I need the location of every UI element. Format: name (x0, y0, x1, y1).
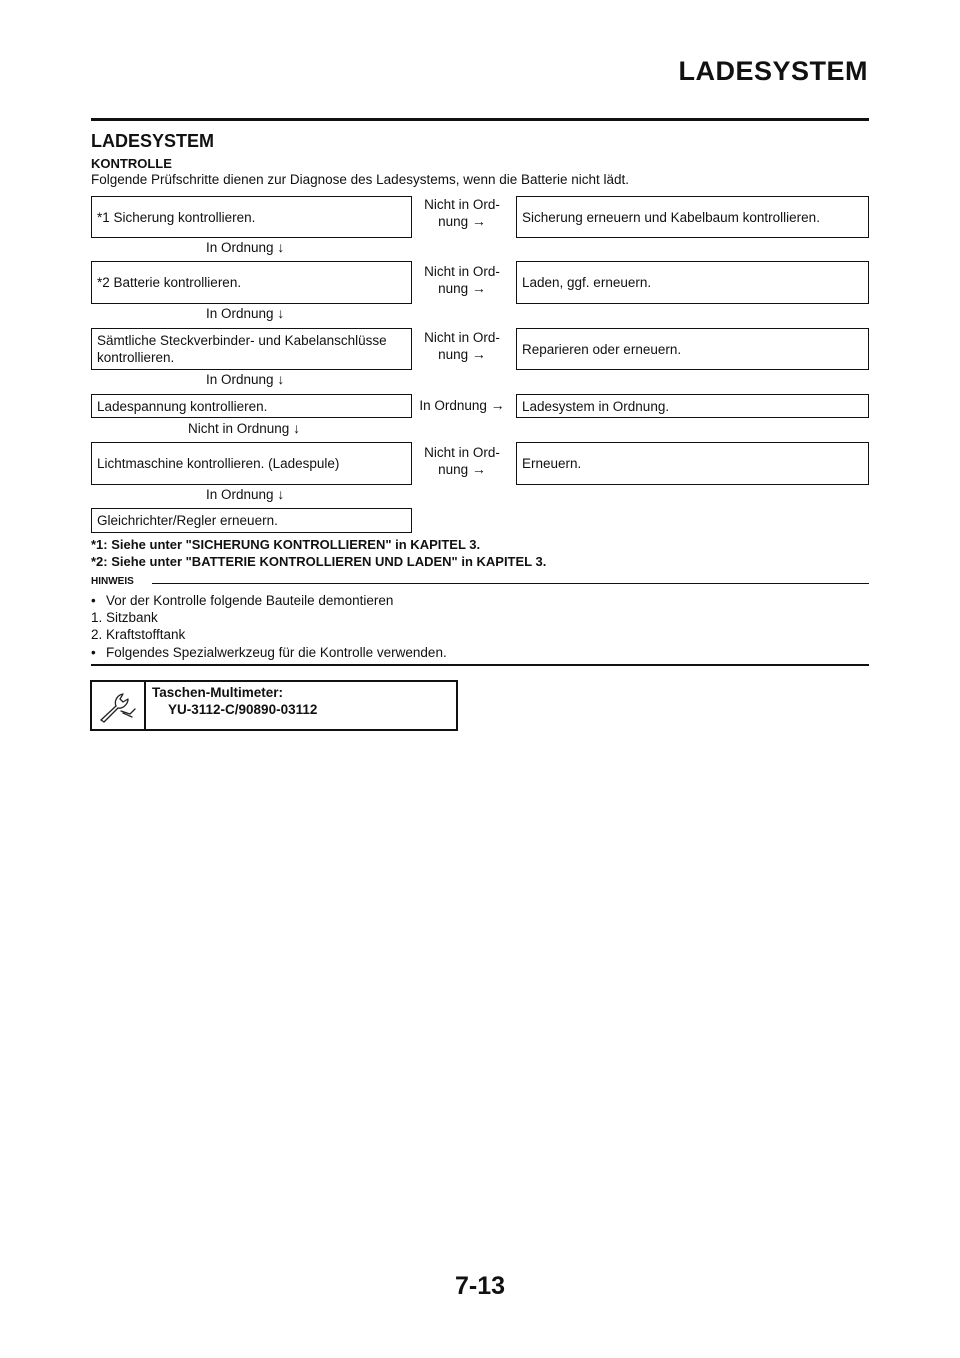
flow-next-label (206, 239, 284, 256)
flow-branch-line1: Nicht in Ord- (424, 330, 500, 345)
flow-branch-word: nung (438, 281, 469, 296)
flow-check-box: *2 Batterie kontrollieren. (91, 261, 412, 304)
flow-next-text: In Ordnung (206, 372, 274, 387)
hinweis-end-divider (91, 664, 869, 666)
flow-next-text: In Ordnung (206, 240, 274, 255)
flow-next-label (206, 486, 284, 503)
flow-next-text: In Ordnung (206, 487, 274, 502)
note-text: Vor der Kontrolle folgende Bauteile demontieren (106, 593, 394, 608)
flow-next-text: Nicht in Ordnung (188, 421, 290, 436)
flow-result-box: Ladesystem in Ordnung. (516, 394, 869, 418)
flow-next-label (206, 371, 284, 388)
down-arrow-icon: ↓ (277, 239, 285, 255)
flow-result-box: Sicherung erneuern und Kabelbaum kontrollieren. (516, 196, 869, 238)
subheading: KONTROLLE (91, 156, 172, 171)
flow-check-box: *1 Sicherung kontrollieren. (91, 196, 412, 238)
footnote: *2: Siehe unter "BATTERIE KONTROLLIEREN UND LADEN" in KAPITEL 3. (91, 554, 547, 569)
flow-result-box: Laden, ggf. erneuern. (516, 261, 869, 304)
flow-result-box: Reparieren oder erneuern. (516, 328, 869, 370)
note-item (91, 593, 393, 608)
wrench-tool-icon (92, 682, 144, 729)
flow-branch-label (410, 196, 514, 230)
tool-name: Taschen-Multimeter: (152, 685, 284, 700)
note-text: Kraftstofftank (106, 627, 186, 642)
flow-next-text: In Ordnung (206, 306, 274, 321)
flow-branch-line2 (410, 346, 514, 363)
flow-check-box: Ladespannung kontrollieren. (91, 394, 412, 418)
flow-next-label (206, 305, 284, 322)
tool-part-number: YU-3112-C/90890-03112 (168, 702, 318, 717)
down-arrow-icon: ↓ (277, 486, 285, 502)
header-divider (91, 118, 869, 121)
hinweis-label: HINWEIS (91, 576, 134, 587)
flow-branch-line2 (410, 213, 514, 230)
flow-branch-word: In Ordnung (419, 398, 487, 413)
flow-branch-word: nung (438, 462, 469, 477)
flow-check-box: Sämtliche Steckverbinder- und Kabelanschlüsse kontrollieren. (91, 328, 412, 370)
right-arrow-icon: → (471, 213, 486, 229)
note-marker: 1. (91, 610, 103, 625)
intro-text: Folgende Prüfschritte dienen zur Diagnose des Ladesystems, wenn die Batterie nicht lädt. (91, 172, 630, 187)
note-marker: 2. (91, 627, 103, 642)
note-text: Folgendes Spezialwerkzeug für die Kontrolle verwenden. (106, 645, 447, 660)
flow-branch-label (410, 263, 514, 297)
right-arrow-icon: → (471, 280, 486, 296)
note-text: Sitzbank (106, 610, 158, 625)
down-arrow-icon: ↓ (293, 420, 301, 436)
right-arrow-icon: → (471, 461, 486, 477)
hinweis-divider (152, 583, 869, 584)
flow-next-label (188, 420, 300, 437)
note-marker: • (91, 593, 96, 608)
flow-branch-word: nung (438, 347, 469, 362)
flow-branch-word: nung (438, 214, 469, 229)
flow-branch-line2 (410, 461, 514, 478)
flow-branch-label (410, 329, 514, 363)
flow-branch-line1: Nicht in Ord- (424, 445, 500, 460)
flow-branch-label (410, 444, 514, 478)
flow-branch-label (410, 397, 514, 414)
note-item (91, 645, 447, 660)
flow-result-box: Erneuern. (516, 442, 869, 485)
down-arrow-icon: ↓ (277, 371, 285, 387)
note-item (91, 610, 158, 625)
tool-icon-cell (92, 682, 146, 729)
section-title: LADESYSTEM (91, 131, 215, 151)
right-arrow-icon: → (471, 346, 486, 362)
right-arrow-icon: → (490, 397, 505, 413)
page-header-title: LADESYSTEM (678, 56, 868, 86)
flow-branch-line2 (410, 280, 514, 297)
footnote: *1: Siehe unter "SICHERUNG KONTROLLIEREN" in KAPITEL 3. (91, 537, 481, 552)
special-tool-box (90, 680, 458, 731)
flow-check-box: Lichtmaschine kontrollieren. (Ladespule) (91, 442, 412, 485)
flow-final-box: Gleichrichter/Regler erneuern. (91, 508, 412, 533)
flow-branch-line1 (410, 397, 514, 414)
flow-branch-line1: Nicht in Ord- (424, 197, 500, 212)
down-arrow-icon: ↓ (277, 305, 285, 321)
flow-branch-line1: Nicht in Ord- (424, 264, 500, 279)
page-number: 7-13 (454, 1272, 506, 1300)
note-marker: • (91, 645, 96, 660)
note-item (91, 627, 185, 642)
